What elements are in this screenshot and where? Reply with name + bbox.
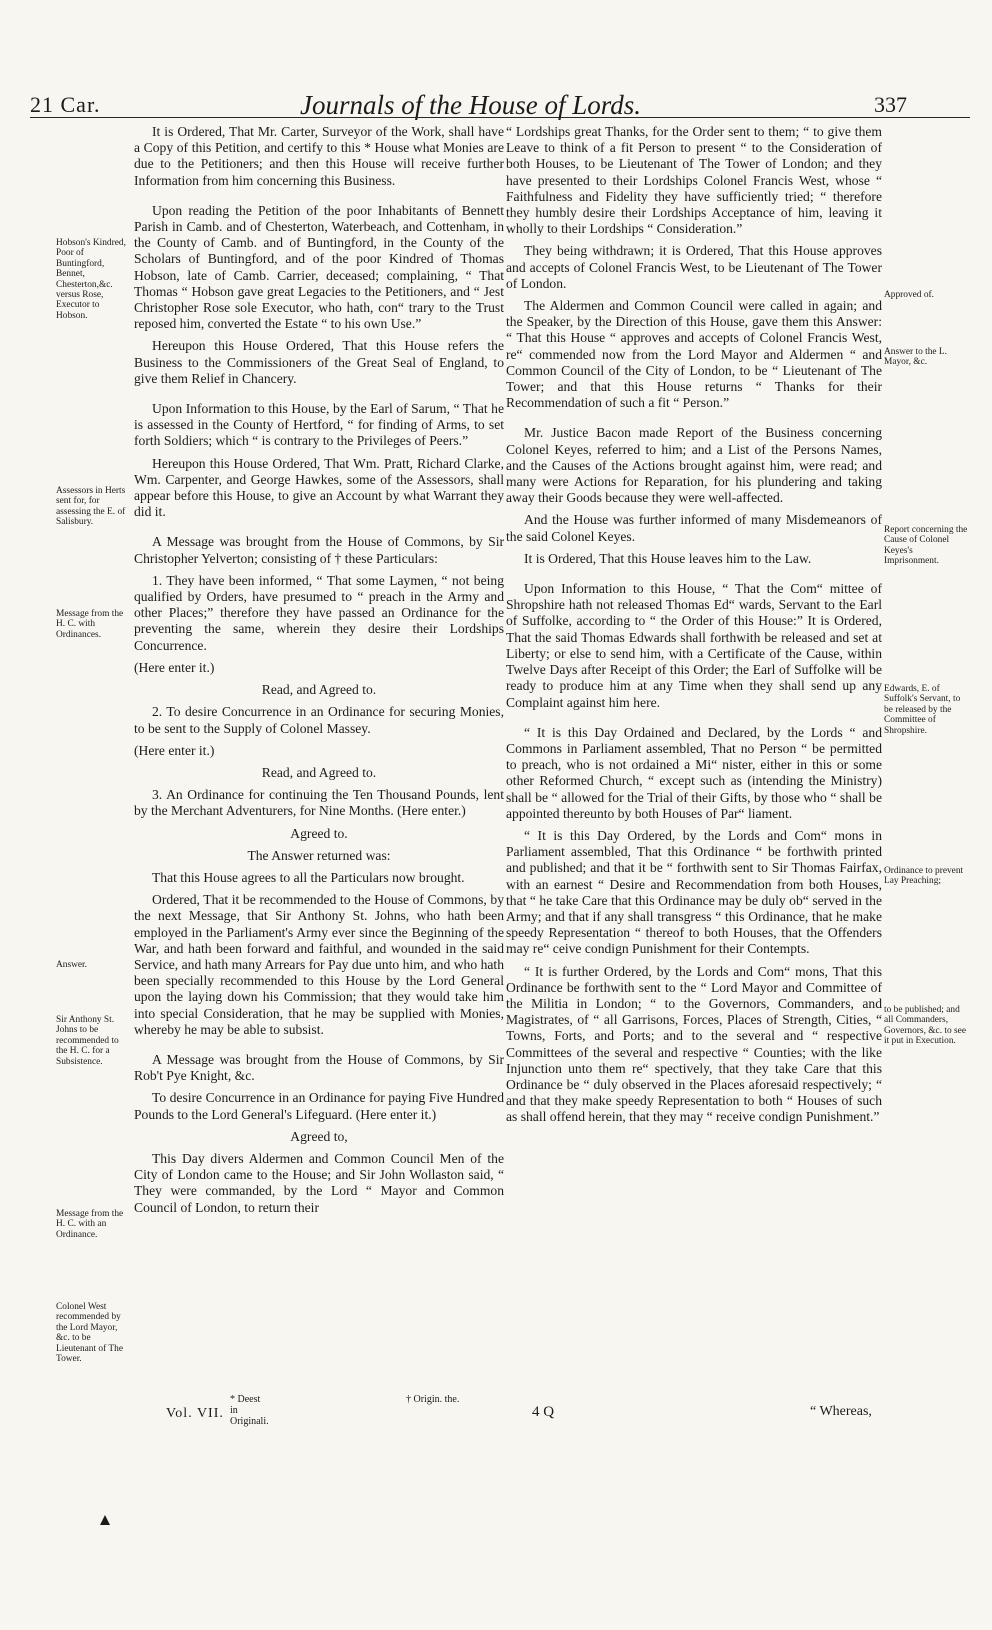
- running-head-title: Journals of the House of Lords.: [300, 90, 642, 120]
- paragraph: This Day divers Aldermen and Common Council Men of the City of London came to the House; and Sir John Wollaston said, “ They were commanded, by the Lord “ Mayor and Common Council of London, to return their: [134, 1150, 504, 1215]
- paragraph: “ It is this Day Ordained and Declared, by the Lords “ and Commons in Parliament assembled, That no Person “ be permitted to preach, who is not ordained a Mi“ nister, either in this or some other Reformed Church, “ except such as (intending the Ministry) shall be “ allowed for the Trial of their Gifts, by those who “ shall be appointed thereunto by both Houses of Par“ liament.: [506, 724, 882, 821]
- volume-label: Vol. VII.: [166, 1406, 224, 1421]
- paragraph: That this House agrees to all the Particulars now brought.: [152, 869, 465, 885]
- margin-note: Message from the H. C. with Ordinances.: [56, 609, 124, 640]
- ink-speck: [100, 1515, 110, 1525]
- paragraph: Mr. Justice Bacon made Report of the Business concerning Colonel Keyes, referred to him; and a List of the Persons Names, and the Causes of the Actions brought against him, were read; and many were Actions for Reparation, for his plundering and taking away their Goods because they were well-affected.: [506, 425, 882, 506]
- margin-note: Colonel West recommended by the Lord Mayor, &c. to be Lieutenant of The Tower.: [56, 1302, 123, 1365]
- paragraph: The Answer returned was:: [247, 847, 391, 863]
- paragraph: “ It is further Ordered, by the Lords and Com“ mons, That this Ordinance be forthwith sent to the “ Lord Mayor and Committee of the Militia in London; “ to the Governors, Commanders, and Magistrates, of “ all Garrisons, Forces, Places of Strength, Cities, “ Towns, Forts, and Ports; and to the several and “ respective Committees of the several and respective “ Counties; with the like Injunction unto them re“ spectively, that they take Care that this Ordinance be “ duly observed in the Places aforesaid respectively; “ and that they make speedy Representation to both “ Houses of such as shall offend herein, that they may “ receive condign Punishment.”: [506, 963, 882, 1125]
- paragraph: A Message was brought from the House of Commons, by Sir Rob't Pye Knight, &c.: [134, 1051, 504, 1084]
- paragraph: A Message was brought from the House of Commons, by Sir Christopher Yelverton; consisting of † these Particulars:: [134, 534, 504, 566]
- paragraph: Agreed to.: [290, 825, 348, 841]
- margin-note: Answer to the L. Mayor, &c.: [884, 347, 948, 368]
- paragraph: “ It is this Day Ordered, by the Lords and Com“ mons in Parliament assembled, That this Ordinance “ be forthwith printed and published; and that it be “ forthwith sent to Sir Thomas Fairfax, with an earnest “ Desire and Recommendation from both Houses, that “ he take Care that this Ordinance may be duly ob“ served in the Army; and that if any shall transgress “ this Ordinance, that he make speedy Representation “ thereof to both Houses, that the Offenders may re“ ceive condign Punishment for their Contempts.: [506, 827, 882, 957]
- right-column: [506, 124, 882, 1132]
- paragraph: 3. An Ordinance for continuing the Ten Thousand Pounds, lent by the Merchant Adventurers, for Nine Months. (Here enter.): [134, 787, 504, 819]
- paragraph: (Here enter it.): [134, 659, 215, 675]
- paragraph: Agreed to,: [290, 1128, 348, 1144]
- paragraph: Ordered, That it be recommended to the House of Commons, by the next Message, that Sir Anthony St. Johns, who hath been employed in the Parliament's Army ever since the Beginning of the War, and hath been forward and faithful, and wounded in the said Service, and hath many Arrears for Pay due unto him, and who hath been specially recommended to this House by the Lord General upon the laying down his Commission; that they would take him into special Consideration, that he may be supplied with Monies, whereby he may be able to subsist.: [134, 892, 504, 1037]
- paragraph: “ Lordships great Thanks, for the Order sent to them; “ to give them Leave to think of a fit Person to present “ to the Consideration of both Houses, to be Lieutenant of The Tower of London; and they have presented to their Lordships Colonel Francis West, whose “ Faithfulness and Fidelity they have sufficiently tried; “ therefore they humbly desire their Lordships Acceptance of him, leaving it wholly to their Lordships “ Consideration.”: [506, 124, 882, 237]
- paragraph: 1. They have been informed, “ That some Laymen, “ not being qualified by Orders, have presumed to “ preach in the Army and other Places;” therefore they have passed an Ordinance for the preventing the same, wherein they desire their Lordships Concurrence.: [134, 572, 504, 653]
- paragraph: And the House was further informed of many Misdemeanors of the said Colonel Keyes.: [506, 512, 882, 544]
- margin-note: Edwards, E. of Suffolk's Servant, to be released by the Committee of Shropshire.: [884, 684, 961, 736]
- paragraph: (Here enter it.): [134, 742, 215, 758]
- paragraph: Read, and Agreed to.: [261, 764, 377, 780]
- footnote: † Origin. the.: [406, 1394, 460, 1405]
- paragraph: They being withdrawn; it is Ordered, That this House approves and accepts of Colonel Francis West, to be Lieutenant of The Tower of London.: [506, 243, 882, 291]
- left-column: [134, 124, 504, 1222]
- paragraph: The Aldermen and Common Council were called in again; and the Speaker, by the Direction of this House, gave them this Answer: “ That this House “ approves and accepts of Colonel Francis West, re“ commended now from the Lord Mayor and Aldermen “ and Common Council of the City of London, to be “ Lieutenant of The Tower; and that this House returns “ Thanks for their Recommendation of such a fit “ Person.”: [506, 298, 882, 411]
- margin-note: Message from the H. C. with an Ordinance.: [56, 1209, 124, 1240]
- margin-note: Hobson's Kindred, Poor of Buntingford, Bennet, Chesterton,&c. versus Rose, Executor to Hobson.: [56, 238, 126, 321]
- margin-note: to be published; and all Commanders, Governors, &c. to see it put in Execution.: [884, 1005, 967, 1047]
- paragraph: Upon Information to this House, by the Earl of Sarum, “ That he is assessed in the County of Hertford, “ for finding of Arms, to set forth Soldiers; which “ is contrary to the Privileges of Peers.”: [134, 401, 504, 449]
- signature-mark: 4 Q: [532, 1404, 555, 1420]
- paragraph: To desire Concurrence in an Ordinance for paying Five Hundred Pounds to the Lord General's Lifeguard. (Here enter it.): [134, 1090, 504, 1122]
- running-head-left: 21 Car.: [30, 92, 101, 117]
- footnote: * Deest in Originali.: [230, 1394, 269, 1427]
- margin-note: Ordinance to prevent Lay Preaching;: [884, 866, 964, 887]
- margin-note: Answer.: [56, 960, 87, 970]
- paragraph: Hereupon this House Ordered, That Wm. Pratt, Richard Clarke, Wm. Carpenter, and George Hawkes, some of the Assessors, shall appear before this House, to give an Account by what Warrant they did it.: [134, 455, 504, 520]
- paragraph: 2. To desire Concurrence in an Ordinance for securing Monies, to be sent to the Supply of Colonel Massey.: [134, 704, 504, 736]
- paragraph: Hereupon this House Ordered, That this House refers the Business to the Commissioners of the Great Seal of England, to give them Relief in Chancery.: [134, 338, 504, 386]
- paragraph: Upon Information to this House, “ That the Com“ mittee of Shropshire hath not released Thomas Ed“ wards, Servant to the Earl of Suffolke, according to “ the Order of this House:” It is Ordered, That the said Thomas Edwards shall forthwith be released and set at Liberty; or else to send him, with a Certificate of the Cause, within Twelve Days after Receipt of this Order; the Earl of Suffolke will be ready to produce him at any Time when they shall send up any Complaint against him here.: [506, 581, 882, 710]
- margin-note: Report concerning the Cause of Colonel Keyes's Imprisonment.: [884, 525, 968, 567]
- margin-note: Approved of.: [884, 290, 934, 300]
- margin-note: Assessors in Herts sent for, for assessing the E. of Salisbury.: [56, 486, 126, 528]
- paragraph: It is Ordered, That this House leaves him to the Law.: [524, 550, 812, 566]
- header-rule: [30, 117, 970, 118]
- page-number: 337: [874, 92, 907, 117]
- paragraph: Upon reading the Petition of the poor Inhabitants of Bennett Parish in Camb. and of Chesterton, Waterbeach, and Cottenham, in the County of Camb. and of Buntingford, in the County of the Scholars of Buntingford, and of the poor Kindred of Thomas Hobson, late of Camb. Carrier, deceased; complaining, “ That Thomas “ Hobson gave great Legacies to the Petitioners, and “ Jest Christopher Rose sole Executor, who hath, con“ trary to the Trust reposed him, converted the Estate “ to his own Use.”: [134, 202, 504, 332]
- page-header: [0, 92, 992, 126]
- catchword: “ Whereas,: [810, 1404, 872, 1419]
- margin-note: Sir Anthony St. Johns to be recommended to the H. C. for a Subsistence.: [56, 1015, 119, 1067]
- paragraph: It is Ordered, That Mr. Carter, Surveyor of the Work, shall have a Copy of this Petition, and certify to this * House what Monies are due to the Petitioners; and then this House will receive further Information from him concerning this Business.: [134, 124, 504, 188]
- paragraph: Read, and Agreed to.: [261, 682, 377, 698]
